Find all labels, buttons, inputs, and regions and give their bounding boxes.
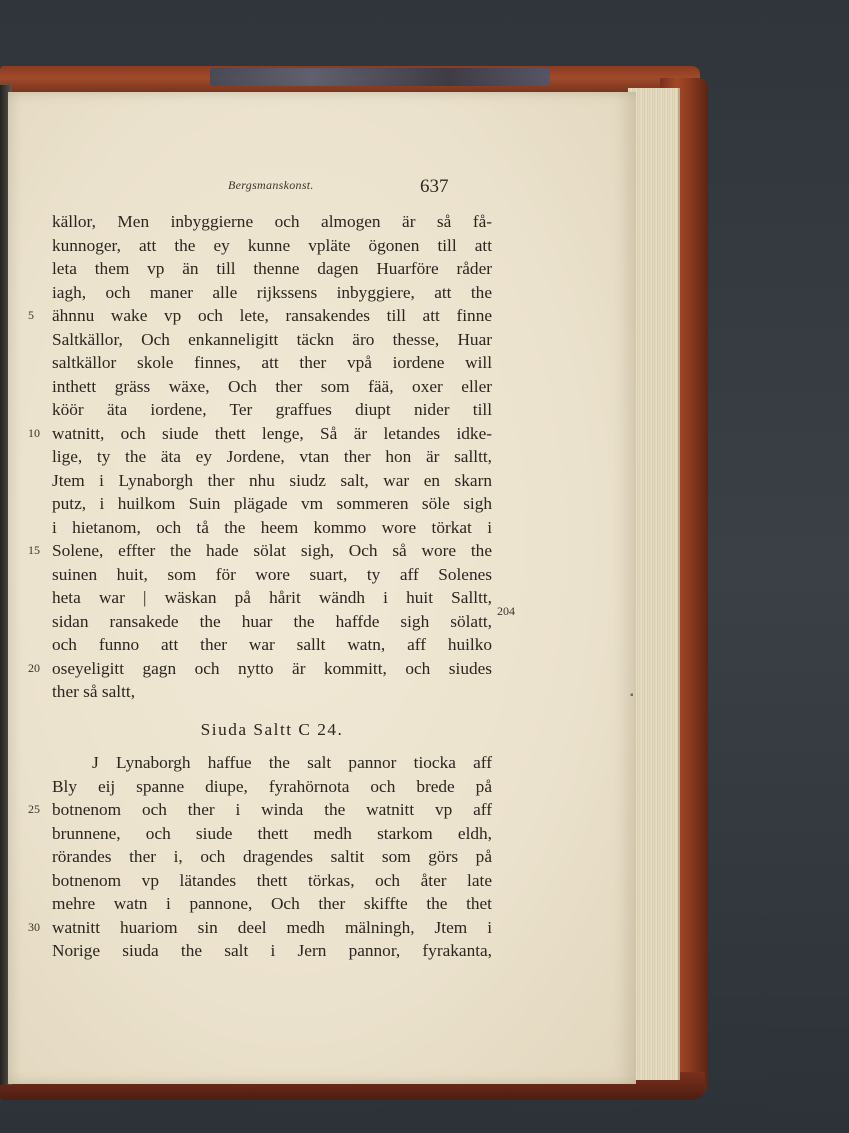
line-text: watnitt, och siude thett lenge, Så är letandes idke- bbox=[52, 423, 492, 443]
line-text: Saltkällor, Och enkanneligitt täckn äro thesse, Huar bbox=[52, 329, 492, 349]
text-line bbox=[52, 492, 492, 516]
text-line bbox=[52, 822, 492, 846]
line-text: Solene, effter the hade sölat sigh, Och så wore the bbox=[52, 541, 492, 560]
text-line bbox=[52, 351, 492, 375]
line-text: botnenom och ther i winda the watnitt vp aff bbox=[52, 800, 492, 819]
line-number: 25 bbox=[28, 802, 40, 816]
text-line bbox=[52, 892, 492, 916]
text-line bbox=[52, 869, 492, 893]
running-head: Bergsmanskonst. bbox=[228, 178, 314, 192]
text-line bbox=[52, 680, 492, 704]
text-line bbox=[52, 257, 492, 281]
text-line bbox=[52, 939, 492, 963]
line-number: 30 bbox=[28, 919, 40, 934]
text-line bbox=[52, 281, 492, 305]
line-number: 5 bbox=[28, 308, 34, 322]
margin-reference-number: 204 bbox=[497, 604, 515, 618]
page-number: 637 bbox=[420, 176, 449, 197]
page-speck: ▪ bbox=[630, 690, 634, 701]
text-line bbox=[28, 798, 492, 822]
spine-cloth-strip bbox=[210, 68, 550, 86]
text-line bbox=[52, 516, 492, 540]
line-text: källor, Men inbyggierne och almogen är så få- bbox=[52, 212, 492, 231]
line-text: saltkällor skole finnes, att ther vpå iordene will bbox=[52, 353, 492, 372]
line-text: botnenom vp lätandes thett törkas, och åter late bbox=[52, 870, 492, 890]
line-text: mehre watn i pannone, Och ther skiffte the thet bbox=[52, 894, 492, 913]
line-text: iagh, och maner alle rijkssens inbyggiere, att the bbox=[52, 282, 492, 302]
line-text: suinen huit, som för wore suart, ty aff Solenes bbox=[52, 564, 492, 584]
text-line bbox=[52, 210, 492, 234]
body-text bbox=[28, 210, 492, 963]
text-line bbox=[28, 916, 492, 940]
line-text: brunnene, och siude thett medh starkom eldh, bbox=[52, 823, 492, 843]
line-text: rörandes ther i, och dragendes saltit som görs på bbox=[52, 847, 492, 866]
line-text: och funno att ther war sallt watn, aff huilko bbox=[52, 635, 492, 654]
line-text: ähnnu wake vp och lete, ransakendes till att finne bbox=[52, 306, 492, 325]
line-number: 20 bbox=[28, 660, 40, 675]
text-line bbox=[28, 304, 492, 328]
line-text: oseyeligitt gagn och nytto är kommitt, och siudes bbox=[52, 658, 492, 678]
text-line bbox=[52, 445, 492, 469]
text-line bbox=[52, 845, 492, 869]
line-number: 15 bbox=[28, 543, 40, 557]
line-text: inthett gräss wäxe, Och ther som fää, oxer eller bbox=[52, 376, 492, 396]
text-line bbox=[28, 422, 492, 446]
text-line bbox=[52, 328, 492, 352]
line-text: watnitt huariom sin deel medh mälningh, Jtem i bbox=[52, 917, 492, 937]
line-text: ther så saltt, bbox=[52, 682, 136, 701]
text-line bbox=[28, 539, 492, 563]
text-line bbox=[52, 751, 492, 775]
text-line bbox=[52, 375, 492, 399]
paragraph-2 bbox=[28, 751, 492, 963]
line-number: 10 bbox=[28, 425, 40, 440]
line-text: sidan ransakede the huar the haffde sigh sölatt, bbox=[52, 611, 492, 631]
text-line bbox=[52, 398, 492, 422]
line-text: Bly eij spanne diupe, fyrahörnota och brede på bbox=[52, 776, 492, 796]
text-line bbox=[52, 633, 492, 657]
text-line bbox=[52, 775, 492, 799]
paragraph-1 bbox=[28, 210, 492, 704]
line-text: J Lynaborgh haffue the salt pannor tiocka aff bbox=[92, 753, 492, 772]
text-line bbox=[52, 563, 492, 587]
line-text: leta them vp än till thenne dagen Huarföre råder bbox=[52, 259, 492, 278]
line-text: lige, ty the äta ey Jordene, vtan ther hon är salltt, bbox=[52, 447, 492, 466]
line-text: putz, i huilkom Suin plägade vm sommeren söle sigh bbox=[52, 494, 492, 513]
text-line bbox=[52, 586, 492, 610]
line-text: kunnoger, att the ey kunne vpläte ögonen till att bbox=[52, 235, 492, 255]
text-line bbox=[52, 234, 492, 258]
text-line bbox=[28, 657, 492, 681]
line-text: Jtem i Lynaborgh ther nhu siudz salt, war en skarn bbox=[52, 470, 492, 490]
line-text: köör äta iordene, Ter graffues diupt nider till bbox=[52, 400, 492, 419]
line-text: i hietanom, och tå the heem kommo wore törkat i bbox=[52, 517, 492, 537]
text-line bbox=[52, 610, 492, 634]
line-text: heta war | wäskan på hårit wändh i huit Salltt, bbox=[52, 588, 492, 607]
section-heading: Siuda Saltt C 24. bbox=[200, 719, 344, 739]
line-text: Norige siuda the salt i Jern pannor, fyrakanta, bbox=[52, 941, 492, 960]
text-line bbox=[52, 469, 492, 493]
